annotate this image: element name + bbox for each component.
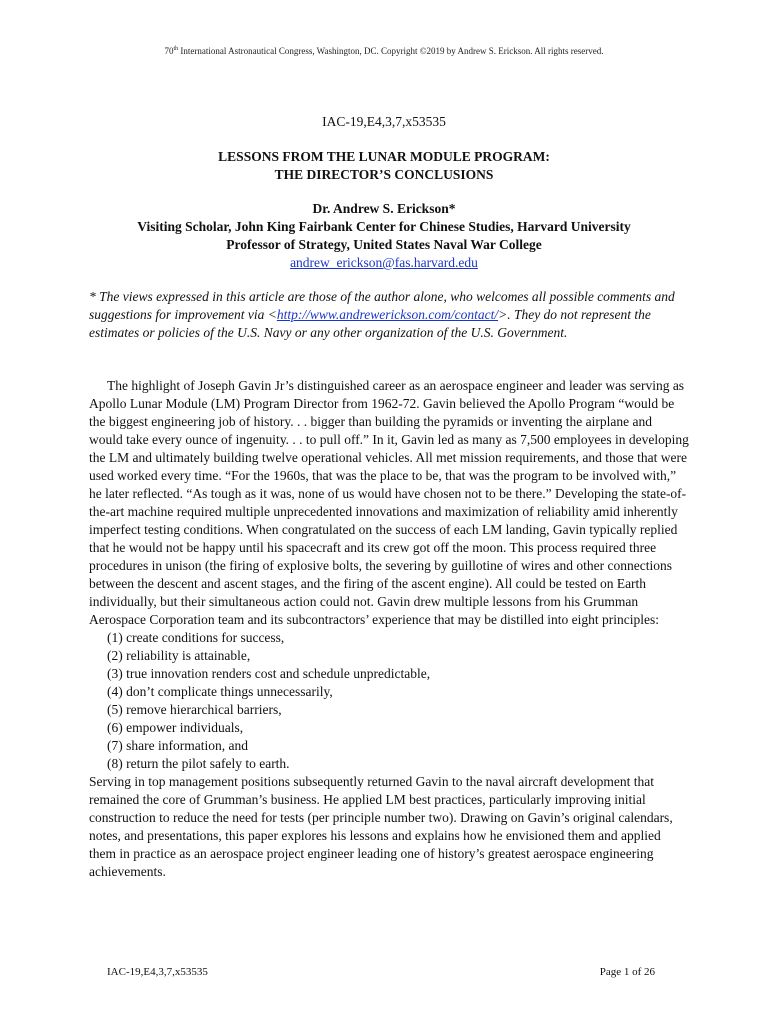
body-text xyxy=(89,377,689,881)
list-item: (5) remove hierarchical barriers, xyxy=(107,702,282,717)
note-text-after: >. They do not represent the estimates or policies of the U.S. Navy or any other organization of the U.S. Government. xyxy=(89,307,651,340)
list-item: (2) reliability is attainable, xyxy=(107,648,251,663)
paper-id: IAC-19,E4,3,7,x53535 xyxy=(322,114,446,129)
title-line-1: LESSONS FROM THE LUNAR MODULE PROGRAM: xyxy=(218,149,550,164)
author-email-link[interactable]: andrew_erickson@fas.harvard.edu xyxy=(290,255,478,270)
body-paragraph-2: Serving in top management positions subsequently returned Gavin to the naval aircraft development that remained the core of Grumman’s business. He applied LM best practices, particularly improving initial construction to reduce the need for tests (per principle number two). Drawing on Gavin’s original calendars, notes, and presentations, this paper explores his lessons and explains how he envisioned them and applied them in practice as an aerospace project engineer leading one of history’s greatest aerospace engineering achievements. xyxy=(89,774,673,879)
paper-title xyxy=(0,148,768,184)
footer-page-number: Page 1 of 26 xyxy=(599,966,655,978)
author-affiliation-2: Professor of Strategy, United States Naval War College xyxy=(226,237,542,252)
list-item: (3) true innovation renders cost and schedule unpredictable, xyxy=(107,666,431,681)
principles-list xyxy=(89,629,689,773)
note-text-before: * The views expressed in this article are those of the author alone, who welcomes all possible comments and suggestions for improvement via < xyxy=(89,289,675,322)
running-header xyxy=(0,46,768,56)
list-item: (8) return the pilot safely to earth. xyxy=(107,756,290,771)
header-text-post: International Astronautical Congress, Washington, DC. Copyright ©2019 by Andrew S. Erickson. All rights reserved. xyxy=(178,46,604,56)
author-affiliation-1: Visiting Scholar, John King Fairbank Center for Chinese Studies, Harvard University xyxy=(137,219,631,234)
contact-link[interactable]: http://www.andrewerickson.com/contact/ xyxy=(276,307,499,322)
body-paragraph-1: The highlight of Joseph Gavin Jr’s distinguished career as an aerospace engineer and leader was serving as Apollo Lunar Module (LM) Program Director from 1962-72. Gavin believed the Apollo Program “would be the biggest engineering job of history. . . bigger than building the pyramids or inventing the airplane and would take every ounce of ingenuity. . . to pull off.” In it, Gavin led as many as 7,500 employees in developing the LM and ultimately building twelve operational vehicles. All met mission requirements, and those that were used worked every time. “For the 1960s, that was the place to be, that was the program to be involved with,” he later reflected. “As tough as it was, none of us would have chosen not to be there.” Developing the state-of-the-art machine required multiple unprecedented innovations and maximization of reliability amid inherently imperfect testing conditions. When congratulated on the success of each LM landing, Gavin typically replied that he would not be happy until his spacecraft and its crew got off the moon. This process required three procedures in unison (the firing of explosive bolts, the severing by guillotine of wires and other connections between the descent and ascent stages, and the firing of the ascent engine). All could be tested on Earth individually, but their simultaneous action could not. Gavin drew multiple lessons from his Grumman Aerospace Corporation team and its subcontractors’ experience that may be distilled into eight principles: xyxy=(89,378,689,627)
list-item: (4) don’t complicate things unnecessarily, xyxy=(107,684,333,699)
author-name: Dr. Andrew S. Erickson* xyxy=(312,201,456,216)
title-line-2: THE DIRECTOR’S CONCLUSIONS xyxy=(274,167,494,182)
header-text-pre: 70 xyxy=(164,46,174,56)
footer-paper-id: IAC-19,E4,3,7,x53535 xyxy=(107,966,208,978)
list-item: (7) share information, and xyxy=(107,738,248,753)
page-footer xyxy=(107,966,655,978)
header-ordinal-suffix: th xyxy=(173,46,179,52)
author-block xyxy=(0,200,768,272)
list-item: (1) create conditions for success, xyxy=(107,630,285,645)
list-item: (6) empower individuals, xyxy=(107,720,244,735)
disclaimer-note xyxy=(89,288,689,342)
